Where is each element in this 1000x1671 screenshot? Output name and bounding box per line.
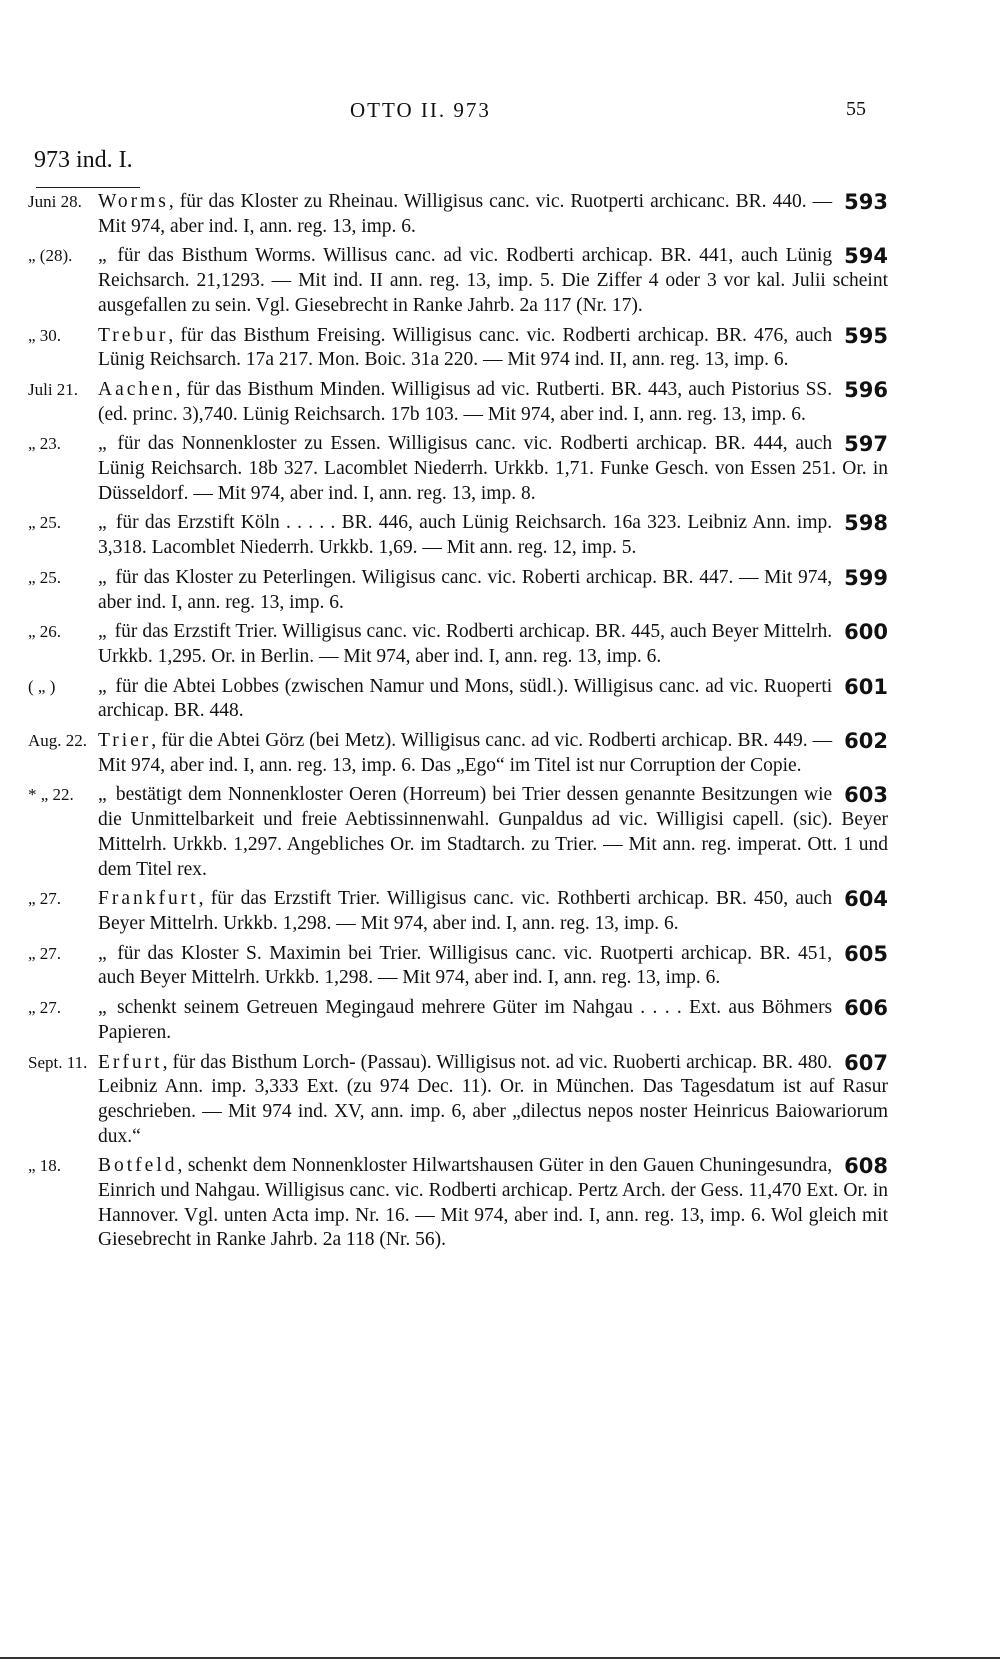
entry-date: Aug. 22. <box>28 731 88 751</box>
entry-number: 604 <box>844 887 888 912</box>
entry-text: für das Kloster zu Peterlingen. Wiligisus canc. vic. Roberti archicap. BR. 447. — Mit 974, aber ind. I, ann. reg. 13, imp. 6. <box>98 566 833 613</box>
entry-number: 596 <box>844 377 888 402</box>
entry-date: „ 18. <box>28 1156 62 1176</box>
entry-text: für das Nonnenkloster zu Essen. Willigisus canc. vic. Rodberti archicap. BR. 444, auch Lünig Reichsarch. 18b 327. Lacomblet Niederrh. Urkkb. 1,71. Funke Gesch. von Essen 251. Or. in Düsseldorf. — Mit 974, aber ind. I, ann. reg. 13, imp. 8. <box>98 433 888 504</box>
regest-entry <box>28 511 888 560</box>
running-title: OTTO II. 973 <box>350 98 491 122</box>
entry-date: „ (28). <box>28 246 73 266</box>
entry-text: , für die Abtei Görz (bei Metz). Willigisus canc. ad vic. Rodberti archicap. BR. 449. — Mit 974, aber ind. I, ann. reg. 13, imp. 6. Das „Ego“ im Titel ist nur Corruption der Copie. <box>98 730 833 776</box>
entry-text: , für das Bisthum Freising. Willigisus canc. vic. Rodberti archicap. BR. 476, auch Lünig Reichsarch. 17a 217. Mon. Boic. 31a 220. — Mit 974 ind. II, ann. reg. 13, imp. 6. <box>98 324 833 371</box>
regest-entry <box>28 942 888 991</box>
running-header <box>0 98 1000 128</box>
entry-list <box>28 190 888 1253</box>
entry-place: „ <box>98 621 110 643</box>
entry-number: 605 <box>844 941 888 966</box>
regest-entry <box>28 996 888 1045</box>
entry-place: „ <box>98 433 110 455</box>
entry-text: , für das Kloster zu Rheinau. Willigisus canc. vic. Ruotperti archicanc. BR. 440. — Mit 974, aber ind. I, ann. reg. 13, imp. 6. <box>98 191 833 237</box>
entry-place: Trebur <box>98 324 169 346</box>
entry-place: „ <box>98 566 110 588</box>
entry-number: 593 <box>844 190 888 214</box>
entry-place: „ <box>98 997 110 1019</box>
entry-date: Sept. 11. <box>28 1052 88 1072</box>
page-number: 55 <box>846 98 866 120</box>
regest-entry <box>28 378 888 427</box>
entry-date: „ 27. <box>28 889 62 909</box>
entry-place: Trier <box>98 730 152 752</box>
entry-place: „ <box>98 512 110 534</box>
entry-place: Botfeld <box>98 1155 178 1177</box>
entry-place: Frankfurt <box>98 888 199 910</box>
regest-entry <box>28 190 888 239</box>
entry-place: „ <box>98 245 110 267</box>
entry-number: 600 <box>844 620 888 645</box>
entry-place: Worms <box>98 191 169 212</box>
entry-text: , für das Bisthum Minden. Willigisus ad vic. Rutberti. BR. 443, auch Pistorius SS. (ed. princ. 3),740. Lünig Reichsarch. 17b 103. — Mit 974, aber ind. I, ann. reg. 13, imp. 6. <box>98 378 833 425</box>
entry-text: für die Abtei Lobbes (zwischen Namur und Mons, südl.). Willigisus canc. ad vic. Ruoperti archicap. BR. 448. <box>98 675 833 722</box>
entry-number: 602 <box>844 729 888 754</box>
entry-place: „ <box>98 942 110 964</box>
entry-text: , schenkt dem Nonnenkloster Hilwartshausen Güter in den Gauen Chuningesundra, Einrich und Nahgau. Willigisus canc. vic. Rodberti archicap. Pertz Arch. der Gess. 11,470 Ext. Or. in Hannover. Vgl. unten Acta imp. Nr. 16. — Mit 974, aber ind. I, ann. reg. 13, imp. 6. Wol gleich mit Giesebrecht in Ranke Jahrb. 2a 118 (Nr. 56). <box>98 1155 888 1251</box>
entry-date: „ 30. <box>28 325 62 345</box>
entry-text: schenkt seinem Getreuen Megingaud mehrere Güter im Nahgau . . . . Ext. aus Böhmers Papieren. <box>98 997 833 1043</box>
entry-number: 606 <box>844 996 888 1021</box>
entry-number: 597 <box>844 432 888 457</box>
regest-entry <box>28 620 888 669</box>
regest-entry <box>28 1051 888 1150</box>
entry-text: für das Bisthum Worms. Willisus canc. ad vic. Rodberti archicap. BR. 441, auch Lünig Reichsarch. 21,1293. — Mit ind. II ann. reg. 13, imp. 5. Die Ziffer 4 oder 3 vor kal. Julii scheint ausgefallen zu sein. Vgl. Giesebrecht in Ranke Jahrb. 2a 117 (Nr. 17). <box>98 245 888 316</box>
entry-number: 598 <box>844 511 888 536</box>
regest-entry <box>28 675 888 724</box>
entry-date: „ 25. <box>28 567 62 587</box>
entry-text: , für das Erzstift Trier. Willigisus canc. vic. Rothberti archicap. BR. 450, auch Beyer Mittelrh. Urkkb. 1,298. — Mit 974, aber ind. I, ann. reg. 13, imp. 6. <box>98 888 833 934</box>
entry-place: Aachen <box>98 378 176 400</box>
section-rule <box>36 187 140 188</box>
entry-place: „ <box>98 784 110 806</box>
section-heading: 973 ind. I. <box>34 147 133 173</box>
entry-date: ( „ ) <box>28 676 56 696</box>
entry-text: für das Erzstift Trier. Willigisus canc. vic. Rodberti archicap. BR. 445, auch Beyer Mittelrh. Urkkb. 1,295. Or. in Berlin. — Mit 974, aber ind. I, ann. reg. 13, imp. 6. <box>98 621 833 667</box>
regest-entry <box>28 566 888 615</box>
entry-text: für das Erzstift Köln . . . . . BR. 446, auch Lünig Reichsarch. 16a 323. Leibniz Ann. imp. 3,318. Lacomblet Niederrh. Urkkb. 1,69. — Mit ann. reg. 12, imp. 5. <box>98 512 833 559</box>
entry-date: „ 26. <box>28 622 62 642</box>
entry-number: 595 <box>844 323 888 348</box>
entry-number: 594 <box>844 244 888 269</box>
entry-number: 608 <box>844 1154 888 1179</box>
regest-entry <box>28 324 888 373</box>
regest-entry <box>28 729 888 778</box>
entry-place: Erfurt <box>98 1051 163 1073</box>
entry-number: 601 <box>844 674 888 699</box>
regest-entry <box>28 432 888 506</box>
entry-date: Juli 21. <box>28 379 79 399</box>
regest-entry <box>28 244 888 318</box>
entry-text: , für das Bisthum Lorch- (Passau). Willigisus not. ad vic. Ruoberti archicap. BR. 480. Leibniz Ann. imp. 3,333 Ext. (zu 974 Dec. 11). Or. in München. Das Tagesdatum ist auf Rasur geschrieben. — Mit 974 ind. XV, ann. imp. 6, aber „dilectus nepos noster Heinricus Baiowariorum dux.“ <box>98 1051 888 1147</box>
entry-place: „ <box>98 675 110 697</box>
entry-number: 607 <box>844 1050 888 1075</box>
entry-date: „ 27. <box>28 943 62 963</box>
entry-date: * „ 22. <box>28 785 74 805</box>
entry-number: 603 <box>844 783 888 808</box>
entry-text: bestätigt dem Nonnenkloster Oeren (Horreum) bei Trier dessen genannte Besitzungen wie die Unmittelbarkeit und freie Aebtissinnenwahl. Gunpaldus ad vic. Willigisi capell. (sic). Beyer Mittelrh. Urkkb. 1,297. Angebliches Or. im Stadtarch. zu Trier. — Mit ann. reg. imperat. Ott. 1 und dem Titel rex. <box>98 784 888 880</box>
regest-entry <box>28 783 888 882</box>
entry-date: Juni 28. <box>28 192 82 211</box>
regest-entry <box>28 1154 888 1253</box>
entry-number: 599 <box>844 565 888 590</box>
entry-text: für das Kloster S. Maximin bei Trier. Willigisus canc. vic. Ruotperti archicap. BR. 451, auch Beyer Mittelrh. Urkkb. 1,298. — Mit 974, aber ind. I, ann. reg. 13, imp. 6. <box>98 942 833 989</box>
bottom-rule <box>0 1657 1000 1659</box>
entry-date: „ 25. <box>28 513 62 533</box>
entry-date: „ 23. <box>28 434 62 454</box>
regest-entry <box>28 887 888 936</box>
entry-date: „ 27. <box>28 998 62 1018</box>
